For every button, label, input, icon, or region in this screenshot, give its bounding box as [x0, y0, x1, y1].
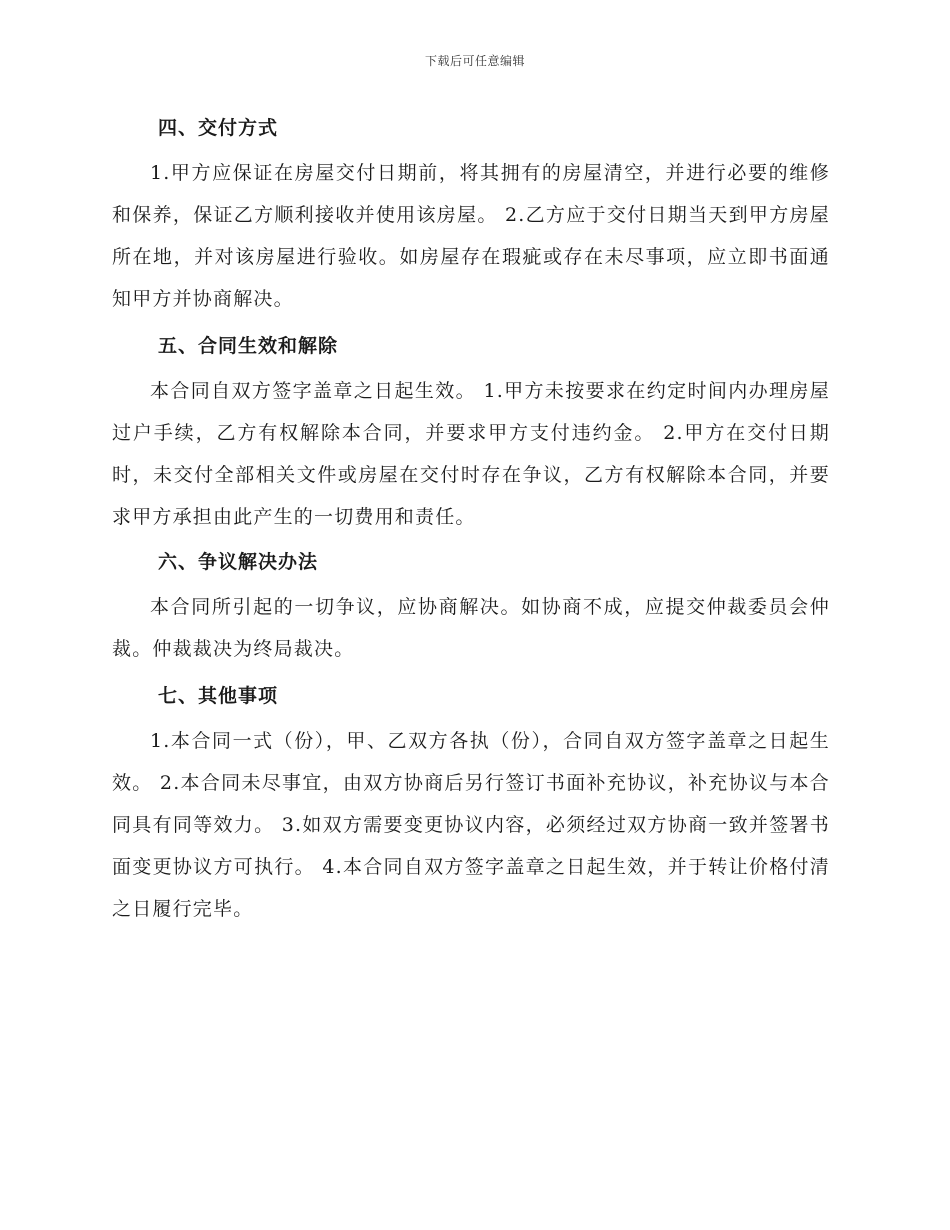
- section-other-matters: [112, 676, 830, 930]
- section-paragraph: 本合同自双方签字盖章之日起生效。 1.甲方未按要求在约定时间内办理房屋过户手续，乙方有权解除本合同，并要求甲方支付违约金。 2.甲方在交付日期时，未交付全部相关文件或房屋在交付时存在争议，乙方有权解除本合同，并要求甲方承担由此产生的一切费用和责任。: [112, 380, 830, 528]
- page-header-note: 下载后可任意编辑: [424, 54, 525, 68]
- section-paragraph: 本合同所引起的一切争议，应协商解决。如协商不成，应提交仲裁委员会仲裁。仲裁裁决为终局裁决。: [112, 596, 830, 660]
- section-heading: 六、争议解决办法: [158, 551, 319, 573]
- section-heading: 四、交付方式: [158, 117, 279, 139]
- section-paragraph: 1.甲方应保证在房屋交付日期前，将其拥有的房屋清空，并进行必要的维修和保养，保证乙方顺利接收并使用该房屋。 2.乙方应于交付日期当天到甲方房屋所在地，并对该房屋进行验收。如房屋存在瑕疵或存在未尽事项，应立即书面通知甲方并协商解决。: [112, 162, 830, 310]
- section-heading: 五、合同生效和解除: [158, 335, 339, 357]
- section-heading: 七、其他事项: [158, 685, 279, 707]
- section-contract-effect-termination: [112, 326, 830, 538]
- section-paragraph: 1.本合同一式（份），甲、乙双方各执（份），合同自双方签字盖章之日起生效。 2.本合同未尽事宜，由双方协商后另行签订书面补充协议，补充协议与本合同具有同等效力。 3.如双方需要变更协议内容，必须经过双方协商一致并签署书面变更协议方可执行。 4.本合同自双方签字盖章之日起生效，并于转让价格付清之日履行完毕。: [112, 730, 830, 920]
- section-delivery-method: [112, 108, 830, 320]
- section-dispute-resolution: [112, 542, 830, 670]
- document-body: [112, 108, 830, 936]
